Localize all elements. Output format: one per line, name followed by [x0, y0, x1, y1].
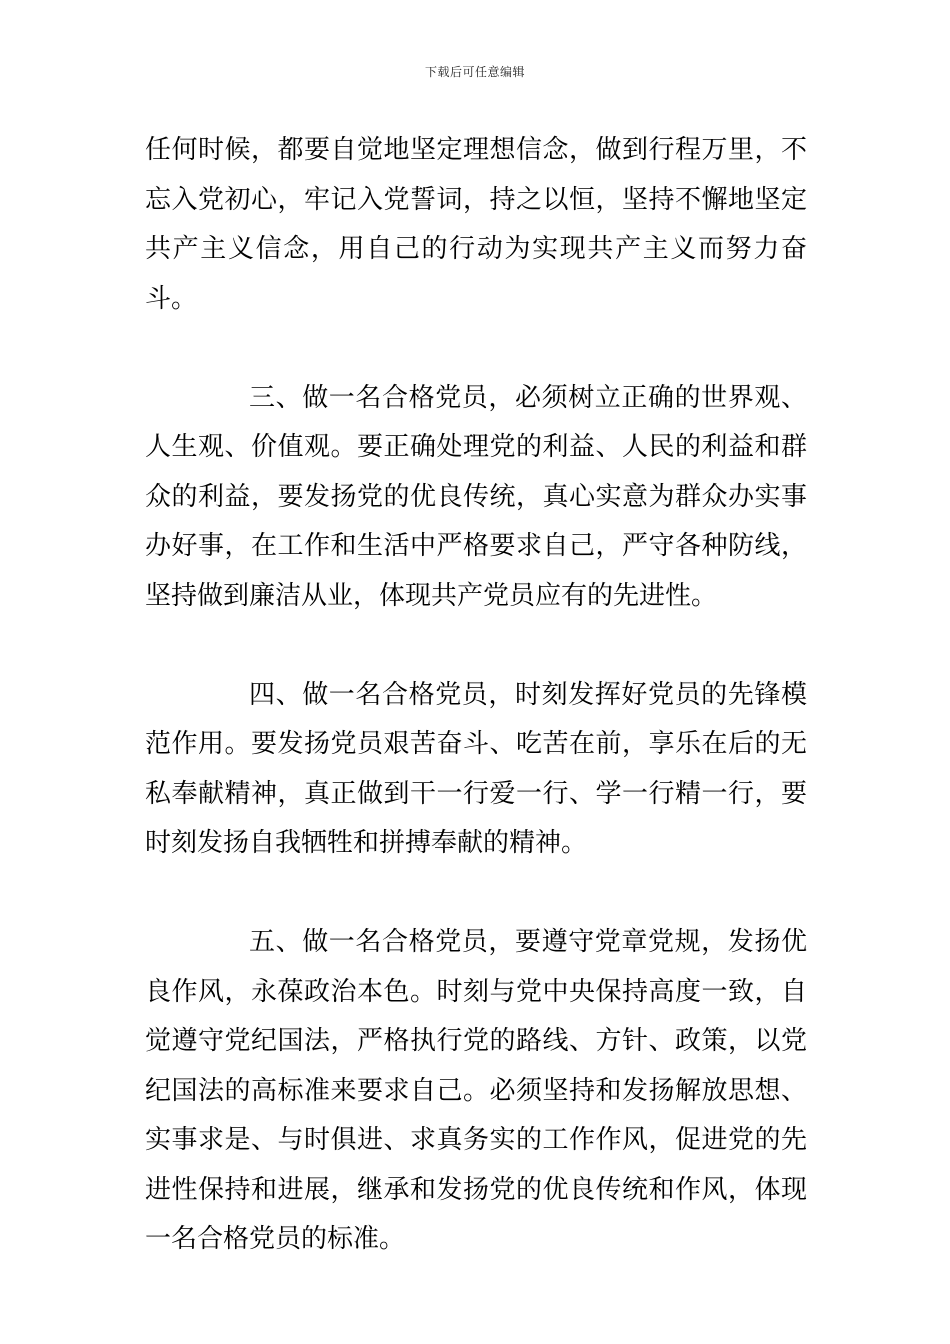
paragraph-section-five: 五、做一名合格党员，要遵守党章党规，发扬优良作风，永葆政治本色。时刻与党中央保持高度一致，自觉遵守党纪国法，严格执行党的路线、方针、政策，以党纪国法的高标准来要求自己。必须坚持和发扬解放思想、实事求是、与时俱进、求真务实的工作作风，促进党的先进性保持和进展，继承和发扬党的优良传统和作风，体现一名合格党员的标准。 [145, 927, 807, 1254]
paragraph-section-four: 四、做一名合格党员，时刻发挥好党员的先锋模范作用。要发扬党员艰苦奋斗、吃苦在前，享乐在后的无私奉献精神，真正做到干一行爱一行、学一行精一行，要时刻发扬自我牺牲和拼搏奉献的精神。 [145, 679, 807, 858]
document-body [145, 126, 807, 1265]
paragraph-continuation: 任何时候，都要自觉地坚定理想信念，做到行程万里，不忘入党初心，牢记入党誓词，持之以恒，坚持不懈地坚定共产主义信念，用自己的行动为实现共产主义而努力奋斗。 [145, 135, 807, 314]
paragraph-gap [145, 621, 807, 671]
page-header-note: 下载后可任意编辑 [424, 65, 525, 79]
paragraph-gap [145, 869, 807, 919]
paragraph-gap [145, 324, 807, 374]
paragraph-section-three: 三、做一名合格党员，必须树立正确的世界观、人生观、价值观。要正确处理党的利益、人民的利益和群众的利益，要发扬党的优良传统，真心实意为群众办实事办好事，在工作和生活中严格要求自己，严守各种防线，坚持做到廉洁从业，体现共产党员应有的先进性。 [145, 382, 807, 611]
